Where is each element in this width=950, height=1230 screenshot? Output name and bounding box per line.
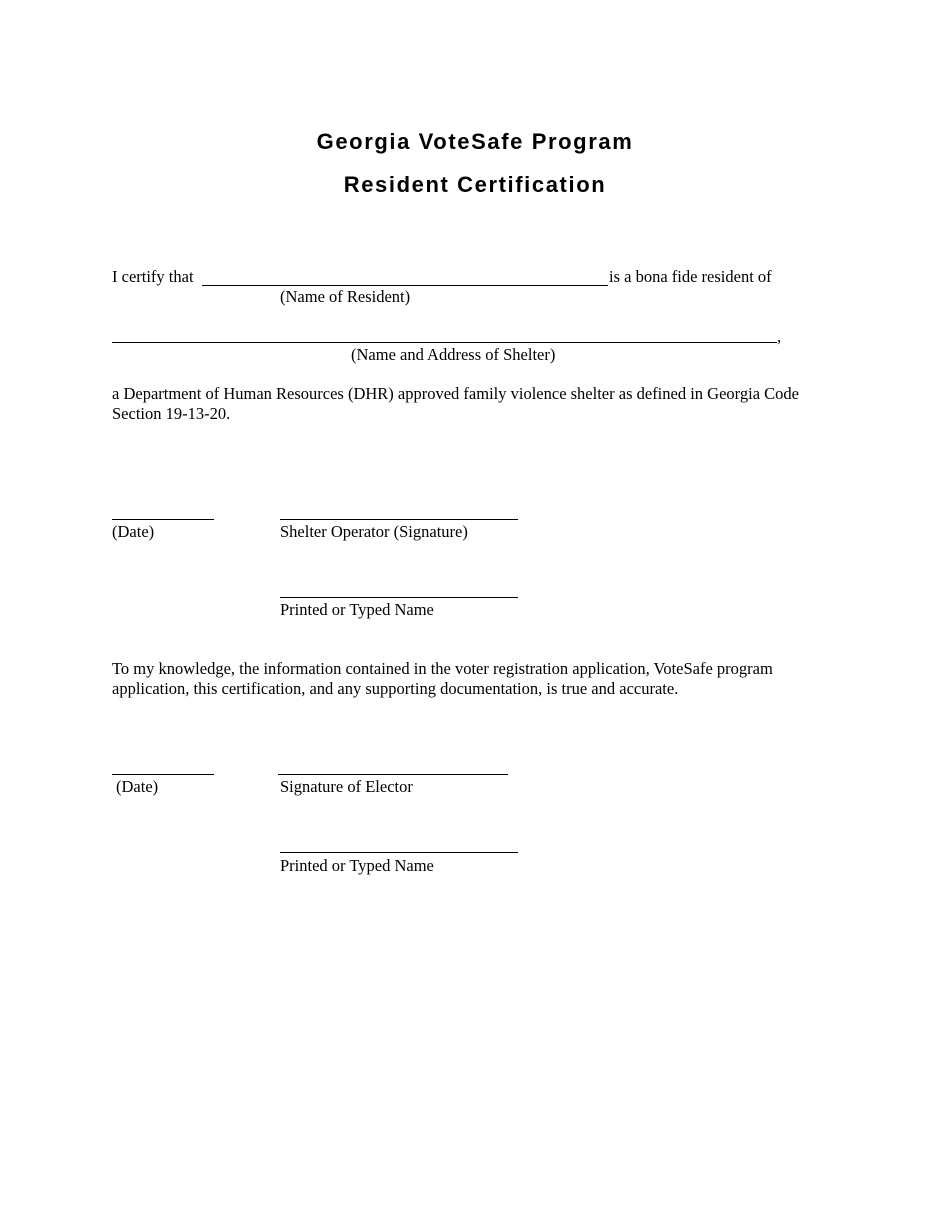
operator-date-caption: (Date) — [112, 522, 155, 541]
operator-printed-name-caption: Printed or Typed Name — [280, 600, 434, 619]
elector-statement: To my knowledge, the information contained in the voter registration application, VoteSafe program application, this certification, and any supporting documentation, is true and accurate. — [112, 659, 773, 698]
operator-signature-line[interactable] — [280, 519, 518, 520]
resident-name-caption: (Name of Resident) — [280, 287, 411, 306]
elector-printed-name-line[interactable] — [280, 852, 518, 853]
operator-printed-name-line[interactable] — [280, 597, 518, 598]
elector-signature-caption: Signature of Elector — [280, 777, 413, 796]
document-subtitle: Resident Certification — [343, 172, 607, 197]
document-title: Georgia VoteSafe Program — [316, 129, 634, 154]
elector-date-line[interactable] — [112, 774, 214, 775]
shelter-caption: (Name and Address of Shelter) — [351, 345, 556, 364]
elector-printed-name-caption: Printed or Typed Name — [280, 856, 434, 875]
operator-date-line[interactable] — [112, 519, 214, 520]
certify-prefix: I certify that — [112, 267, 194, 286]
certify-suffix: is a bona fide resident of — [609, 267, 772, 286]
dhr-statement: a Department of Human Resources (DHR) approved family violence shelter as defined in Georgia Code Section 19-13-20. — [112, 384, 799, 423]
operator-signature-caption: Shelter Operator (Signature) — [280, 522, 468, 541]
shelter-name-address-line[interactable] — [112, 342, 777, 343]
elector-date-caption: (Date) — [116, 777, 159, 796]
shelter-line-comma: , — [777, 327, 782, 346]
resident-name-line[interactable] — [202, 285, 608, 286]
elector-signature-line[interactable] — [278, 774, 508, 775]
